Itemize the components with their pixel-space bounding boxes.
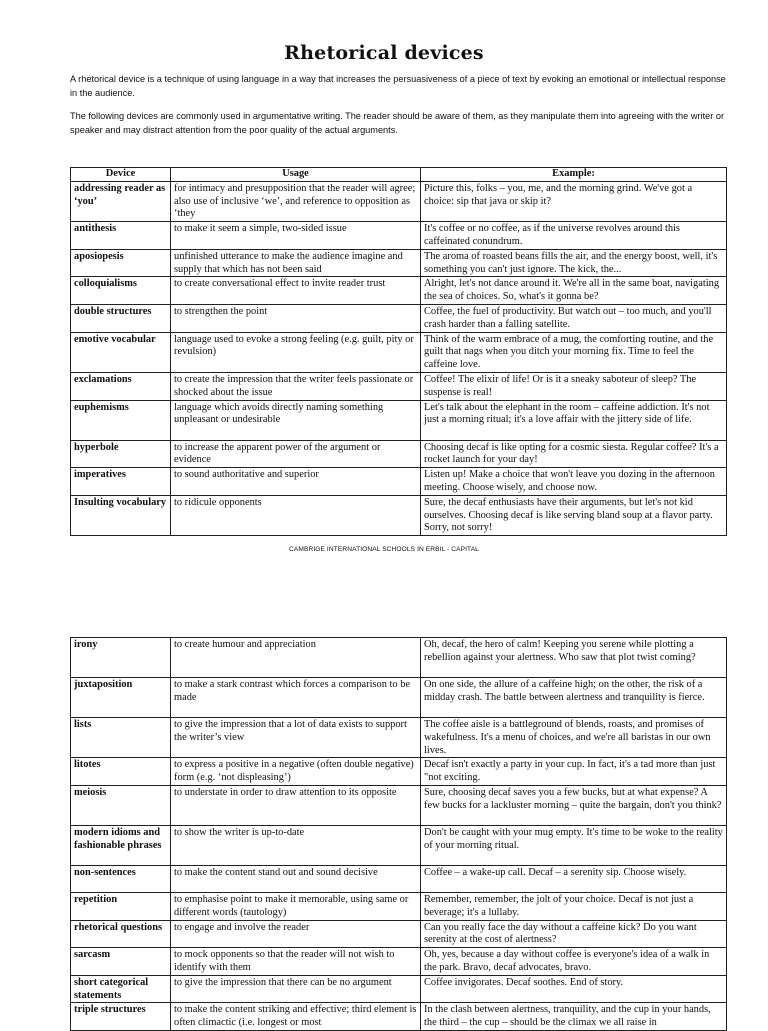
- column-header-example: Example:: [421, 168, 727, 182]
- devices-table-continued: [70, 637, 727, 1031]
- device-usage: to strengthen the point: [171, 304, 421, 332]
- device-name: non-sentences: [71, 865, 171, 892]
- device-usage: to make a stark contrast which forces a comparison to be made: [171, 678, 421, 718]
- device-example: Coffee invigorates. Decaf soothes. End of story.: [421, 975, 727, 1003]
- device-example: Think of the warm embrace of a mug, the comforting routine, and the guilt that nags when you ditch your morning fix. Time to feel the caffeine love.: [421, 332, 727, 372]
- device-usage: unfinished utterance to make the audience imagine and supply that which has not been said: [171, 249, 421, 277]
- table-row: [71, 758, 727, 786]
- device-name: modern idioms and fashionable phrases: [71, 825, 171, 865]
- device-name: emotive vocabular: [71, 332, 171, 372]
- device-name: triple structures: [71, 1003, 171, 1031]
- device-usage: for intimacy and presupposition that the reader will agree; also use of inclusive ‘we’, and reference to opposition as ‘they: [171, 181, 421, 221]
- table-row: [71, 372, 727, 400]
- device-usage: to ridicule opponents: [171, 495, 421, 535]
- device-name: hyperbole: [71, 440, 171, 468]
- device-name: meiosis: [71, 785, 171, 825]
- page-footer: CAMBRIGE INTERNATIONAL SCHOOLS IN ERBIL - CAPITAL: [289, 546, 479, 553]
- column-header-usage: Usage: [171, 168, 421, 182]
- table-row: [71, 975, 727, 1003]
- device-usage: language which avoids directly naming something unpleasant or undesirable: [171, 400, 421, 440]
- device-example: Coffee, the fuel of productivity. But watch out – too much, and you'll crash harder than a falling satellite.: [421, 304, 727, 332]
- intro-paragraph: A rhetorical device is a technique of using language in a way that increases the persuasiveness of a piece of text by evoking an emotional or intellectual response in the audience.: [70, 74, 726, 98]
- column-header-device: Device: [71, 168, 171, 182]
- device-name: Insulting vocabulary: [71, 495, 171, 535]
- device-usage: to create the impression that the writer feels passionate or shocked about the issue: [171, 372, 421, 400]
- device-name: sarcasm: [71, 948, 171, 976]
- device-usage: to emphasise point to make it memorable, using same or different words (tautology): [171, 892, 421, 920]
- device-usage: to give the impression that a lot of data exists to support the writer’s view: [171, 718, 421, 758]
- device-usage: language used to evoke a strong feeling (e.g. guilt, pity or revulsion): [171, 332, 421, 372]
- device-usage: to show the writer is up-to-date: [171, 825, 421, 865]
- table-row: [71, 638, 727, 678]
- device-name: aposiopesis: [71, 249, 171, 277]
- device-name: double structures: [71, 304, 171, 332]
- device-name: imperatives: [71, 468, 171, 496]
- table-row: [71, 222, 727, 250]
- table-row: [71, 892, 727, 920]
- page-title: Rhetorical devices: [284, 42, 484, 64]
- device-example: It's coffee or no coffee, as if the universe revolves around this caffeinated conundrum.: [421, 222, 727, 250]
- device-example: Alright, let's not dance around it. We're all in the same boat, navigating the sea of choices. So, what's it gonna be?: [421, 277, 727, 305]
- device-usage: to sound authoritative and superior: [171, 468, 421, 496]
- device-example: In the clash between alertness, tranquility, and the cup in your hands, the third – the cup – should be the climax we all raise in: [421, 1003, 727, 1031]
- device-example: Don't be caught with your mug empty. It's time to be woke to the reality of your morning ritual.: [421, 825, 727, 865]
- device-example: Oh, yes, because a day without coffee is everyone's idea of a walk in the park. Bravo, decaf advocates, bravo.: [421, 948, 727, 976]
- device-example: Coffee – a wake-up call. Decaf – a serenity sip. Choose wisely.: [421, 865, 727, 892]
- device-example: Coffee! The elixir of life! Or is it a sneaky saboteur of sleep? The suspense is real!: [421, 372, 727, 400]
- table-row: [71, 825, 727, 865]
- table-row: [71, 440, 727, 468]
- table-row: [71, 865, 727, 892]
- device-usage: to understate in order to draw attention to its opposite: [171, 785, 421, 825]
- table-row: [71, 948, 727, 976]
- device-usage: to make the content striking and effective; third element is often climactic (i.e. longest or most: [171, 1003, 421, 1031]
- device-example: Choosing decaf is like opting for a cosmic siesta. Regular coffee? It's a rocket launch for your day!: [421, 440, 727, 468]
- device-name: addressing reader as ‘you’: [71, 181, 171, 221]
- device-name: short categorical statements: [71, 975, 171, 1003]
- intro-paragraph: The following devices are commonly used in argumentative writing. The reader should be aware of them, as they manipulate them into agreeing with the writer or speaker and may distract attention from the poor quality of the actual arguments.: [70, 111, 725, 135]
- device-name: lists: [71, 718, 171, 758]
- device-example: Let's talk about the elephant in the room – caffeine addiction. It's not just a morning ritual; it's a love affair with the jittery side of life.: [421, 400, 727, 440]
- device-usage: to create humour and appreciation: [171, 638, 421, 678]
- device-name: exclamations: [71, 372, 171, 400]
- device-name: juxtaposition: [71, 678, 171, 718]
- device-name: euphemisms: [71, 400, 171, 440]
- device-example: Remember, remember, the jolt of your choice. Decaf is not just a beverage; it's a lullaby.: [421, 892, 727, 920]
- device-usage: to create conversational effect to invite reader trust: [171, 277, 421, 305]
- table-row: [71, 400, 727, 440]
- device-name: litotes: [71, 758, 171, 786]
- device-example: Sure, the decaf enthusiasts have their arguments, but let's not kid ourselves. Choosing decaf is like serving bland soup at a flavor party. Sorry, not sorry!: [421, 495, 727, 535]
- table-row: [71, 920, 727, 948]
- device-name: irony: [71, 638, 171, 678]
- table-row: [71, 495, 727, 535]
- table-header-row: [71, 168, 727, 182]
- device-usage: to engage and involve the reader: [171, 920, 421, 948]
- device-usage: to give the impression that there can be no argument: [171, 975, 421, 1003]
- table-row: [71, 332, 727, 372]
- device-name: repetition: [71, 892, 171, 920]
- device-example: Decaf isn't exactly a party in your cup. In fact, it's a tad more than just "not exciting.: [421, 758, 727, 786]
- device-name: antithesis: [71, 222, 171, 250]
- device-example: Can you really face the day without a caffeine kick? Do you want serenity at the cost of alertness?: [421, 920, 727, 948]
- device-example: The coffee aisle is a battleground of blends, roasts, and promises of wakefulness. It's a menu of choices, and we're all baristas in our own lives.: [421, 718, 727, 758]
- device-example: Oh, decaf, the hero of calm! Keeping you serene while plotting a rebellion against your alertness. Who saw that plot twist coming?: [421, 638, 727, 678]
- table-row: [71, 468, 727, 496]
- device-example: Sure, choosing decaf saves you a few bucks, but at what expense? A few bucks for a lackluster morning – quite the bargain, don't you think?: [421, 785, 727, 825]
- device-example: Picture this, folks – you, me, and the morning grind. We've got a choice: sip that java or skip it?: [421, 181, 727, 221]
- device-name: colloquialisms: [71, 277, 171, 305]
- device-example: Listen up! Make a choice that won't leave you dozing in the afternoon meeting. Choose wisely, and choose now.: [421, 468, 727, 496]
- table-row: [71, 718, 727, 758]
- device-usage: to make the content stand out and sound decisive: [171, 865, 421, 892]
- device-name: rhetorical questions: [71, 920, 171, 948]
- table-row: [71, 249, 727, 277]
- device-usage: to mock opponents so that the reader will not wish to identify with them: [171, 948, 421, 976]
- device-usage: to increase the apparent power of the argument or evidence: [171, 440, 421, 468]
- table-row: [71, 678, 727, 718]
- device-example: On one side, the allure of a caffeine high; on the other, the risk of a midday crash. The battle between alertness and tranquility is fierce.: [421, 678, 727, 718]
- table-row: [71, 304, 727, 332]
- devices-table: [70, 167, 727, 536]
- table-row: [71, 1003, 727, 1031]
- table-row: [71, 277, 727, 305]
- table-row: [71, 785, 727, 825]
- device-usage: to express a positive in a negative (often double negative) form (e.g. ‘not displeasing’): [171, 758, 421, 786]
- device-usage: to make it seem a simple, two-sided issue: [171, 222, 421, 250]
- device-example: The aroma of roasted beans fills the air, and the energy boost, well, it's something you can't just ignore. The kick, the...: [421, 249, 727, 277]
- table-row: [71, 181, 727, 221]
